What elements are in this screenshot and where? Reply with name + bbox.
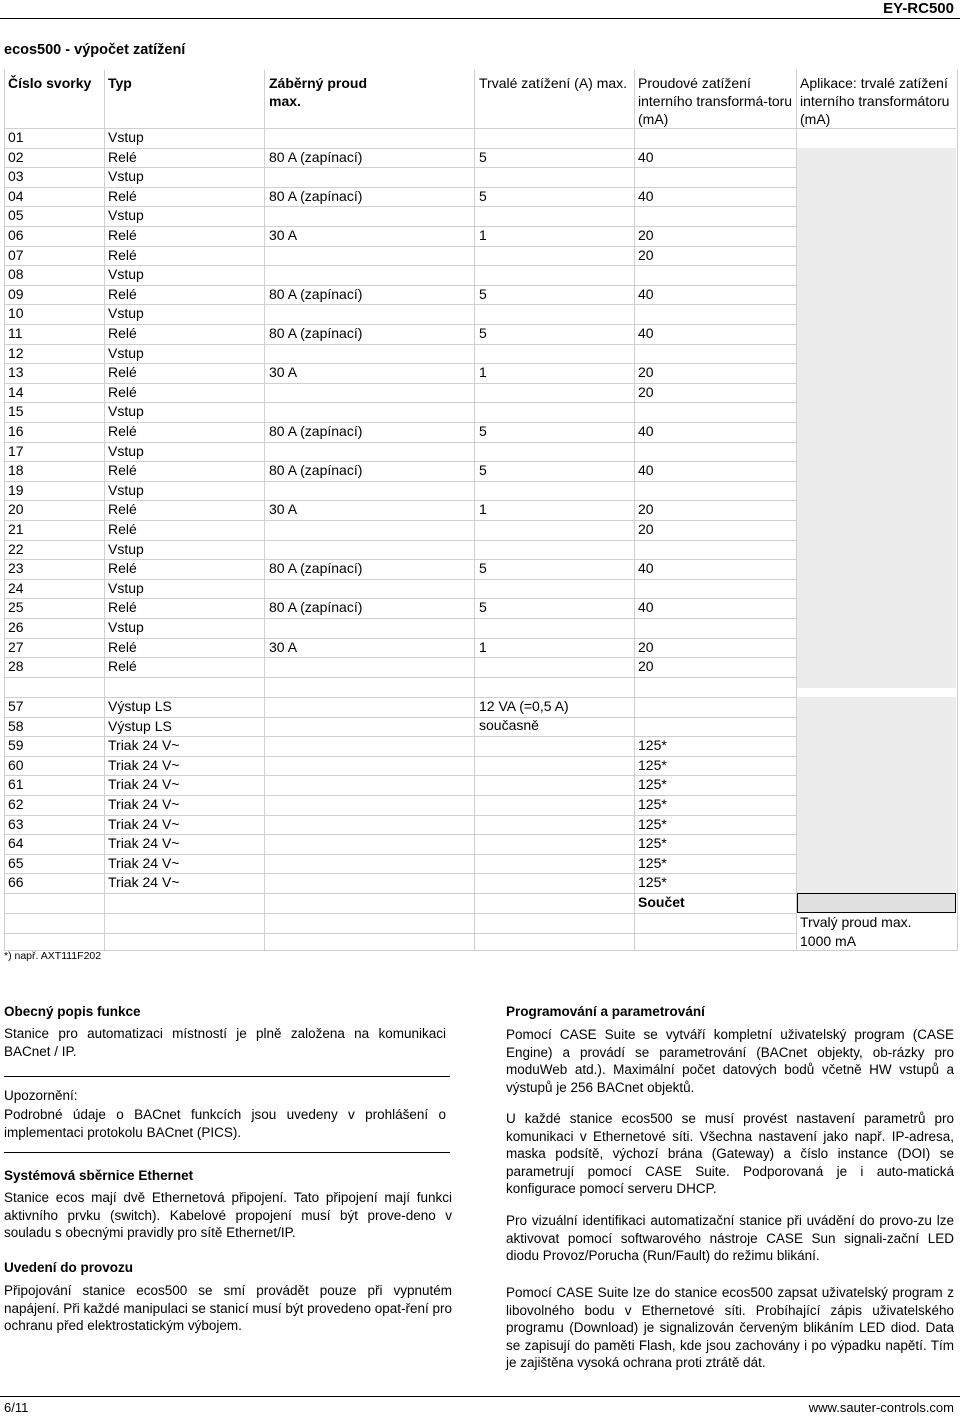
cell-t: Výstup LS bbox=[108, 717, 172, 734]
cell-m: 125* bbox=[638, 874, 667, 891]
sum-label: Součet bbox=[638, 894, 685, 910]
header-continuous: Trvalé zatížení (A) max. bbox=[479, 75, 628, 91]
cell-m: 40 bbox=[638, 560, 654, 577]
cell-t: Vstup bbox=[108, 442, 144, 459]
cell-n: 59 bbox=[8, 737, 24, 754]
paragraph-ethernet: Stanice ecos mají dvě Ethernetová připojení. Tato připojení mají funkci aktivního prvku (switch). Kabelové propojení musí být prove-deno v souladu s obecnými pravidly pro sítě Ethernet/IP. bbox=[4, 1190, 452, 1241]
cell-t: Triak 24 V~ bbox=[108, 776, 180, 793]
cell-c: 5 bbox=[479, 325, 487, 341]
cell-c: 5 bbox=[479, 560, 487, 577]
header-rule bbox=[0, 18, 960, 19]
cell-t: Triak 24 V~ bbox=[108, 874, 180, 891]
cell-t: Relé bbox=[108, 187, 137, 204]
cell-m: 20 bbox=[638, 521, 654, 537]
page-number: 6/11 bbox=[4, 1400, 29, 1415]
paragraph-general: Stanice pro automatizaci místností je plně založena na komunikaci BACnet / IP. bbox=[4, 1026, 446, 1059]
max-current-label: Trvalý proud max. bbox=[800, 914, 912, 930]
cell-n: 62 bbox=[8, 796, 24, 812]
cell-m: 20 bbox=[638, 364, 654, 381]
cell-t: Vstup bbox=[108, 481, 144, 498]
cell-n: 05 bbox=[8, 207, 24, 224]
cell-t: Relé bbox=[108, 383, 137, 400]
cell-t: Relé bbox=[108, 423, 137, 439]
separator bbox=[4, 1152, 450, 1153]
cell-n: 17 bbox=[8, 442, 24, 459]
cell-n: 14 bbox=[8, 383, 24, 400]
cell-t: Triak 24 V~ bbox=[108, 815, 180, 832]
cell-m: 125* bbox=[638, 854, 667, 871]
cell-t: Triak 24 V~ bbox=[108, 835, 180, 852]
paragraph-programming-2: U každé stanice ecos500 se musí provést nastavení parametrů pro komunikaci v Ethernetové síti. Všechna nastavení jako např. IP-adresa, maska podsítě, výchozí brána (Gateway) a číslo instance (DOI) se parametrují pomocí CASE Suite. Podporovaná je i auto-matická konfigurace pomocí serveru DHCP. bbox=[506, 1111, 954, 1197]
paragraph-programming-4: Pomocí CASE Suite lze do stanice ecos500 zapsat uživatelský program z libovolného bodu v Ethernetové síti. Probíhající zápis uživatelského programu (Download) je signalizován červeným blikáním LED diod. Data se zapisují do paměti Flash, kde jsou zachovány i po výpadku napětí. Tím je zajištěna vysoká ochrana proti ztrátě dát. bbox=[506, 1285, 954, 1371]
cell-t: Relé bbox=[108, 599, 137, 616]
section-heading-ethernet: Systémová sběrnice Ethernet bbox=[4, 1168, 194, 1183]
cell-n: 11 bbox=[8, 325, 23, 341]
row-divider bbox=[4, 913, 796, 914]
paragraph-programming-3: Pro vizuální identifikaci automatizační stanice při uvádění do provo-zu lze aktivovat pomocí softwarového nástroje CASE Sun signali-zační LED diodu Provoz/Porucha (Run/Fault) do režimu blikání. bbox=[506, 1213, 954, 1264]
cell-n: 26 bbox=[8, 619, 24, 635]
application-input-column bbox=[797, 697, 956, 893]
cell-i: 80 A (zapínací) bbox=[269, 187, 363, 204]
cell-t: Triak 24 V~ bbox=[108, 756, 180, 773]
cell-t: Relé bbox=[108, 658, 137, 675]
section-heading-programming: Programování a parametrování bbox=[506, 1004, 705, 1019]
cell-t: Relé bbox=[108, 364, 137, 381]
sum-value-box bbox=[797, 893, 956, 913]
cell-c: 5 bbox=[479, 599, 487, 616]
cell-m: 125* bbox=[638, 756, 667, 773]
footnote: *) např. AXT111F202 bbox=[4, 950, 102, 962]
cell-t: Triak 24 V~ bbox=[108, 737, 180, 754]
ls-load-note: současně bbox=[479, 717, 539, 733]
cell-t: Výstup LS bbox=[108, 698, 172, 714]
warning-text: Podrobné údaje o BACnet funkcích jsou uvedeny v prohlášení o implementaci protokolu BACnet (PICS). bbox=[4, 1107, 446, 1140]
cell-n: 63 bbox=[8, 815, 24, 832]
cell-m: 125* bbox=[638, 835, 667, 852]
header-terminal: Číslo svorky bbox=[8, 75, 92, 91]
cell-t: Relé bbox=[108, 560, 137, 577]
cell-t: Vstup bbox=[108, 403, 144, 420]
warning-title: Upozornění: bbox=[4, 1088, 78, 1103]
cell-m: 125* bbox=[638, 796, 667, 812]
cell-m: 40 bbox=[638, 462, 654, 479]
cell-m: 125* bbox=[638, 815, 667, 832]
cell-c: 1 bbox=[479, 364, 487, 381]
cell-t: Relé bbox=[108, 325, 137, 341]
cell-n: 19 bbox=[8, 481, 24, 498]
ls-load-value: 12 VA (=0,5 A) bbox=[479, 698, 569, 714]
row-divider bbox=[4, 128, 956, 129]
cell-n: 13 bbox=[8, 364, 24, 381]
cell-n: 58 bbox=[8, 717, 24, 734]
cell-i: 30 A bbox=[269, 638, 298, 655]
cell-t: Vstup bbox=[108, 344, 144, 361]
paragraph-commissioning: Připojování stanice ecos500 se smí provádět pouze při vypnutém napájení. Při každé manipulaci se stanicí musí být provedeno opat-ření pro ochranu před elektrostatickým výbojem. bbox=[4, 1283, 452, 1334]
cell-c: 5 bbox=[479, 462, 487, 479]
cell-n: 01 bbox=[8, 129, 24, 145]
cell-n: 66 bbox=[8, 874, 24, 891]
page-title: ecos500 - výpočet zatížení bbox=[4, 42, 186, 58]
cell-m: 20 bbox=[638, 638, 654, 655]
header-current-load: Proudové zatížení interního transformá-toru (mA) bbox=[638, 75, 793, 127]
header-type: Typ bbox=[108, 75, 132, 91]
cell-i: 30 A bbox=[269, 501, 298, 518]
cell-m: 20 bbox=[638, 227, 654, 243]
cell-n: 60 bbox=[8, 756, 24, 773]
cell-t: Relé bbox=[108, 638, 137, 655]
cell-n: 64 bbox=[8, 835, 24, 852]
cell-t: Vstup bbox=[108, 305, 144, 322]
cell-m: 40 bbox=[638, 325, 654, 341]
cell-t: Vstup bbox=[108, 129, 144, 145]
cell-n: 20 bbox=[8, 501, 24, 518]
cell-i: 80 A (zapínací) bbox=[269, 285, 363, 302]
cell-c: 5 bbox=[479, 423, 487, 439]
cell-t: Vstup bbox=[108, 168, 144, 185]
cell-t: Vstup bbox=[108, 207, 144, 224]
cell-n: 03 bbox=[8, 168, 24, 185]
cell-t: Relé bbox=[108, 521, 137, 537]
cell-n: 10 bbox=[8, 305, 24, 322]
cell-c: 1 bbox=[479, 501, 487, 518]
separator bbox=[4, 1076, 450, 1077]
footer-url: www.sauter-controls.com bbox=[808, 1400, 954, 1415]
cell-c: 5 bbox=[479, 285, 487, 302]
cell-n: 04 bbox=[8, 187, 24, 204]
cell-i: 80 A (zapínací) bbox=[269, 462, 363, 479]
cell-t: Vstup bbox=[108, 579, 144, 596]
cell-c: 1 bbox=[479, 227, 487, 243]
cell-n: 02 bbox=[8, 148, 24, 165]
cell-i: 80 A (zapínací) bbox=[269, 560, 363, 577]
cell-m: 125* bbox=[638, 737, 667, 754]
cell-n: 07 bbox=[8, 246, 24, 263]
cell-n: 16 bbox=[8, 423, 24, 439]
cell-t: Relé bbox=[108, 148, 137, 165]
cell-t: Triak 24 V~ bbox=[108, 854, 180, 871]
cell-i: 80 A (zapínací) bbox=[269, 148, 363, 165]
cell-m: 40 bbox=[638, 187, 654, 204]
cell-n: 65 bbox=[8, 854, 24, 871]
cell-m: 40 bbox=[638, 148, 654, 165]
cell-c: 5 bbox=[479, 187, 487, 204]
cell-t: Relé bbox=[108, 462, 137, 479]
cell-t: Relé bbox=[108, 501, 137, 518]
cell-n: 24 bbox=[8, 579, 24, 596]
cell-n: 27 bbox=[8, 638, 24, 655]
cell-n: 61 bbox=[8, 776, 24, 793]
max-current-value: 1000 mA bbox=[800, 933, 857, 949]
cell-t: Vstup bbox=[108, 619, 144, 635]
cell-i: 80 A (zapínací) bbox=[269, 325, 363, 341]
header-application: Aplikace: trvalé zatížení interního transformátoru (mA) bbox=[800, 75, 950, 127]
cell-n: 15 bbox=[8, 403, 24, 420]
section-heading-general: Obecný popis funkce bbox=[4, 1004, 141, 1019]
cell-c: 5 bbox=[479, 148, 487, 165]
header-inrush: Záběrný proud max. bbox=[269, 75, 368, 109]
application-input-column bbox=[797, 148, 956, 688]
cell-m: 40 bbox=[638, 599, 654, 616]
cell-m: 125* bbox=[638, 776, 667, 793]
document-code: EY-RC500 bbox=[883, 0, 954, 17]
cell-t: Relé bbox=[108, 285, 137, 302]
cell-m: 20 bbox=[638, 658, 654, 675]
cell-t: Triak 24 V~ bbox=[108, 796, 180, 812]
cell-n: 06 bbox=[8, 227, 24, 243]
cell-m: 20 bbox=[638, 246, 654, 263]
cell-i: 30 A bbox=[269, 227, 298, 243]
cell-t: Vstup bbox=[108, 266, 144, 283]
cell-t: Vstup bbox=[108, 540, 144, 557]
cell-n: 21 bbox=[8, 521, 24, 537]
cell-n: 28 bbox=[8, 658, 24, 675]
cell-n: 12 bbox=[8, 344, 24, 361]
cell-n: 23 bbox=[8, 560, 24, 577]
cell-m: 20 bbox=[638, 383, 654, 400]
column-divider bbox=[264, 70, 265, 950]
cell-n: 08 bbox=[8, 266, 24, 283]
column-divider bbox=[474, 70, 475, 950]
cell-t: Relé bbox=[108, 227, 137, 243]
cell-m: 40 bbox=[638, 285, 654, 302]
column-divider bbox=[634, 70, 635, 950]
row-divider bbox=[4, 933, 796, 934]
cell-n: 25 bbox=[8, 599, 24, 616]
cell-i: 80 A (zapínací) bbox=[269, 423, 363, 439]
paragraph-programming-1: Pomocí CASE Suite se vytváří kompletní uživatelský program (CASE Engine) a provádí se parametrování (BACnet objekty, ob-rázky pro moduWeb atd.). Maximální počet datových bodů včetně HW vstupů a výstupů je 256 BACnet objektů. bbox=[506, 1027, 954, 1095]
cell-i: 30 A bbox=[269, 364, 298, 381]
cell-t: Relé bbox=[108, 246, 137, 263]
cell-m: 20 bbox=[638, 501, 654, 518]
cell-n: 22 bbox=[8, 540, 24, 557]
cell-m: 40 bbox=[638, 423, 654, 439]
section-heading-commissioning: Uvedení do provozu bbox=[4, 1260, 134, 1275]
cell-n: 18 bbox=[8, 462, 24, 479]
cell-n: 57 bbox=[8, 698, 24, 714]
cell-c: 1 bbox=[479, 638, 487, 655]
footer-rule bbox=[0, 1396, 960, 1397]
cell-i: 80 A (zapínací) bbox=[269, 599, 363, 616]
column-divider bbox=[104, 70, 105, 950]
cell-n: 09 bbox=[8, 285, 24, 302]
